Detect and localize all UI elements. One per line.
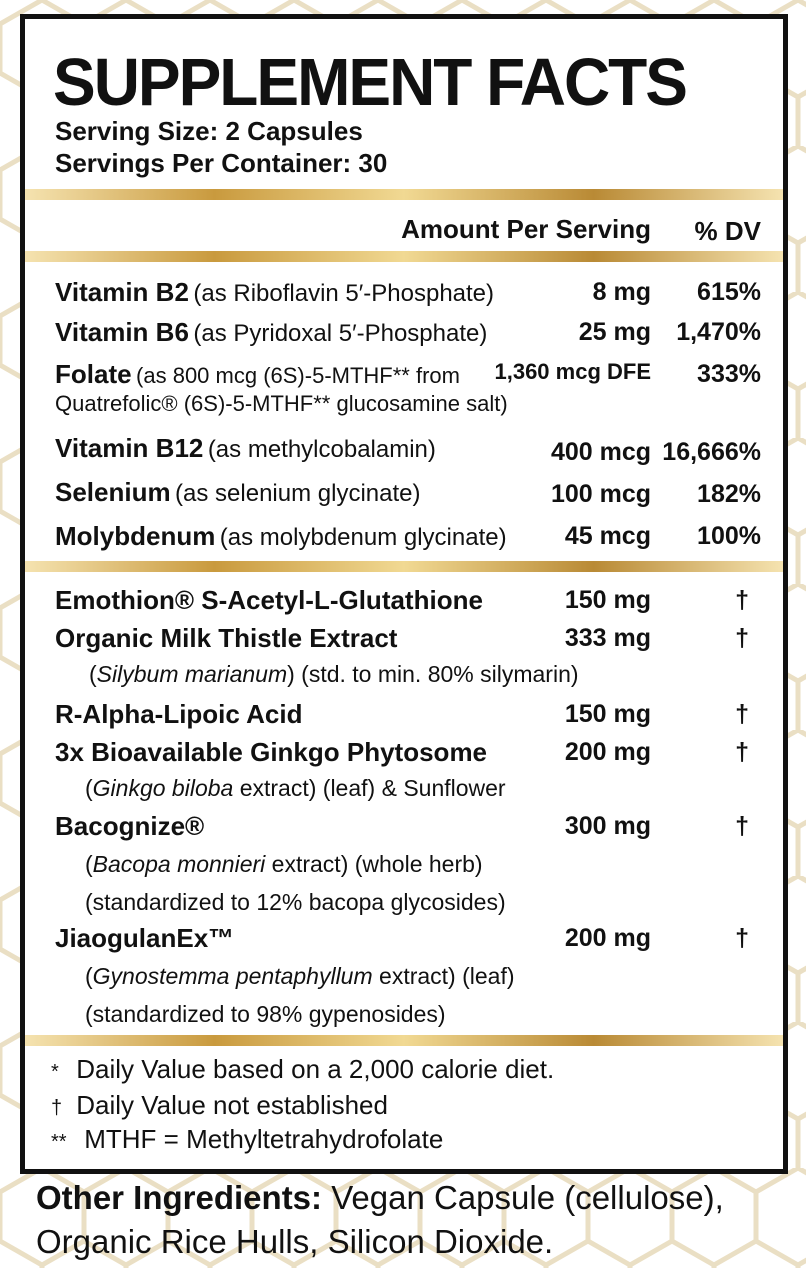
ingredient-row <box>55 697 761 733</box>
ingredient-dv: † <box>735 586 749 614</box>
nutrient-amount: 8 mg <box>592 278 651 306</box>
ingredient-amount: 200 mg <box>564 738 651 766</box>
ingredient-amount: 200 mg <box>564 924 651 952</box>
footnote-text: MTHF = Methyltetrahydrofolate <box>84 1124 444 1154</box>
ingredient-row <box>55 583 761 619</box>
nutrient-name: Vitamin B6 <box>55 317 189 347</box>
ingredient-dv: † <box>735 624 749 652</box>
ingredient-dv: † <box>735 924 749 952</box>
ingredient-amount: 300 mg <box>564 812 651 840</box>
ingredient-subtext-line2: (standardized to 98% gypenosides) <box>85 1001 446 1027</box>
nutrient-dv: 333% <box>697 360 761 388</box>
nutrient-name: Folate <box>55 359 132 389</box>
nutrient-row <box>55 431 761 467</box>
ingredient-name: Emothion® S-Acetyl-L-Glutathione <box>55 585 483 615</box>
serving-size: Serving Size: 2 Capsules <box>55 116 363 146</box>
ingredient-row <box>55 621 761 691</box>
nutrient-desc: (as selenium glycinate) <box>175 480 421 507</box>
footnote <box>51 1089 388 1124</box>
ingredient-dv: † <box>735 812 749 840</box>
dv-header: % DV <box>694 216 761 246</box>
nutrient-desc-line2: Quatrefolic® (6S)-5-MTHF** glucosamine salt) <box>55 391 508 416</box>
nutrient-dv: 100% <box>697 522 761 550</box>
nutrient-amount: 100 mcg <box>550 480 651 508</box>
nutrient-desc: (as Pyridoxal 5′-Phosphate) <box>193 320 488 347</box>
nutrient-name: Vitamin B12 <box>55 433 204 463</box>
other-ingredients <box>36 1176 776 1264</box>
nutrient-row <box>55 315 761 351</box>
nutrient-amount: 45 mcg <box>564 522 651 550</box>
ingredient-subtext: (Silybum marianum) (std. to min. 80% silymarin) <box>89 661 579 687</box>
footnote <box>51 1123 443 1158</box>
nutrient-desc: (as Riboflavin 5′-Phosphate) <box>193 280 495 307</box>
footnote <box>51 1053 554 1088</box>
other-ingredients-line2: Organic Rice Hulls, Silicon Dioxide. <box>36 1223 554 1260</box>
other-ingredients-text: Vegan Capsule (cellulose), <box>322 1179 724 1216</box>
nutrient-dv: 1,470% <box>676 318 761 346</box>
gold-divider <box>25 189 783 200</box>
ingredient-subtext: (Gynostemma pentaphyllum extract) (leaf) <box>85 963 515 989</box>
nutrient-row <box>55 275 761 311</box>
ingredient-dv: † <box>735 700 749 728</box>
ingredient-name: 3x Bioavailable Ginkgo Phytosome <box>55 737 488 767</box>
nutrient-row <box>55 357 761 421</box>
ingredient-dv: † <box>735 738 749 766</box>
footnote-text: Daily Value not established <box>76 1090 388 1120</box>
ingredient-name: Bacognize® <box>55 811 205 841</box>
ingredient-amount: 150 mg <box>564 586 651 614</box>
nutrient-dv: 615% <box>697 278 761 306</box>
ingredient-row <box>55 809 761 919</box>
ingredient-row <box>55 921 761 1031</box>
ingredient-amount: 150 mg <box>564 700 651 728</box>
nutrient-amount: 1,360 mcg DFE <box>494 359 651 384</box>
gold-divider <box>25 561 783 572</box>
ingredient-amount: 333 mg <box>564 624 651 652</box>
ingredient-name: R-Alpha-Lipoic Acid <box>55 699 303 729</box>
nutrient-desc: (as methylcobalamin) <box>207 436 436 463</box>
ingredient-name: Organic Milk Thistle Extract <box>55 623 398 653</box>
footnote-symbol: † <box>51 1097 63 1119</box>
ingredient-subtext: (Ginkgo biloba extract) (leaf) & Sunflower <box>85 775 506 801</box>
amount-per-serving-header: Amount Per Serving <box>401 214 651 244</box>
gold-divider <box>25 251 783 262</box>
ingredient-name: JiaogulanEx™ <box>55 923 235 953</box>
nutrient-name: Vitamin B2 <box>55 277 189 307</box>
nutrient-amount: 400 mcg <box>550 438 651 466</box>
nutrient-row <box>55 519 761 555</box>
nutrient-name: Molybdenum <box>55 521 216 551</box>
nutrient-dv: 16,666% <box>662 438 761 466</box>
nutrient-dv: 182% <box>697 480 761 508</box>
ingredient-subtext-line2: (standardized to 12% bacopa glycosides) <box>85 889 506 915</box>
servings-per-container: Servings Per Container: 30 <box>55 148 388 178</box>
nutrient-amount: 25 mg <box>578 318 651 346</box>
footnote-symbol: ** <box>51 1131 67 1153</box>
gold-divider <box>25 1035 783 1046</box>
footnote-text: Daily Value based on a 2,000 calorie diet. <box>76 1054 555 1084</box>
other-ingredients-line1 <box>36 1176 776 1220</box>
ingredient-row <box>55 735 761 805</box>
other-ingredients-label: Other Ingredients: <box>36 1179 323 1216</box>
nutrient-desc: (as 800 mcg (6S)-5-MTHF** from <box>136 363 460 388</box>
nutrient-row <box>55 475 761 511</box>
panel-title: SUPPLEMENT FACTS <box>53 44 686 120</box>
ingredient-subtext: (Bacopa monnieri extract) (whole herb) <box>85 851 483 877</box>
nutrient-desc: (as molybdenum glycinate) <box>219 524 507 551</box>
footnote-symbol: * <box>51 1061 59 1083</box>
nutrient-name: Selenium <box>55 477 171 507</box>
supplement-facts-panel <box>20 14 788 1174</box>
